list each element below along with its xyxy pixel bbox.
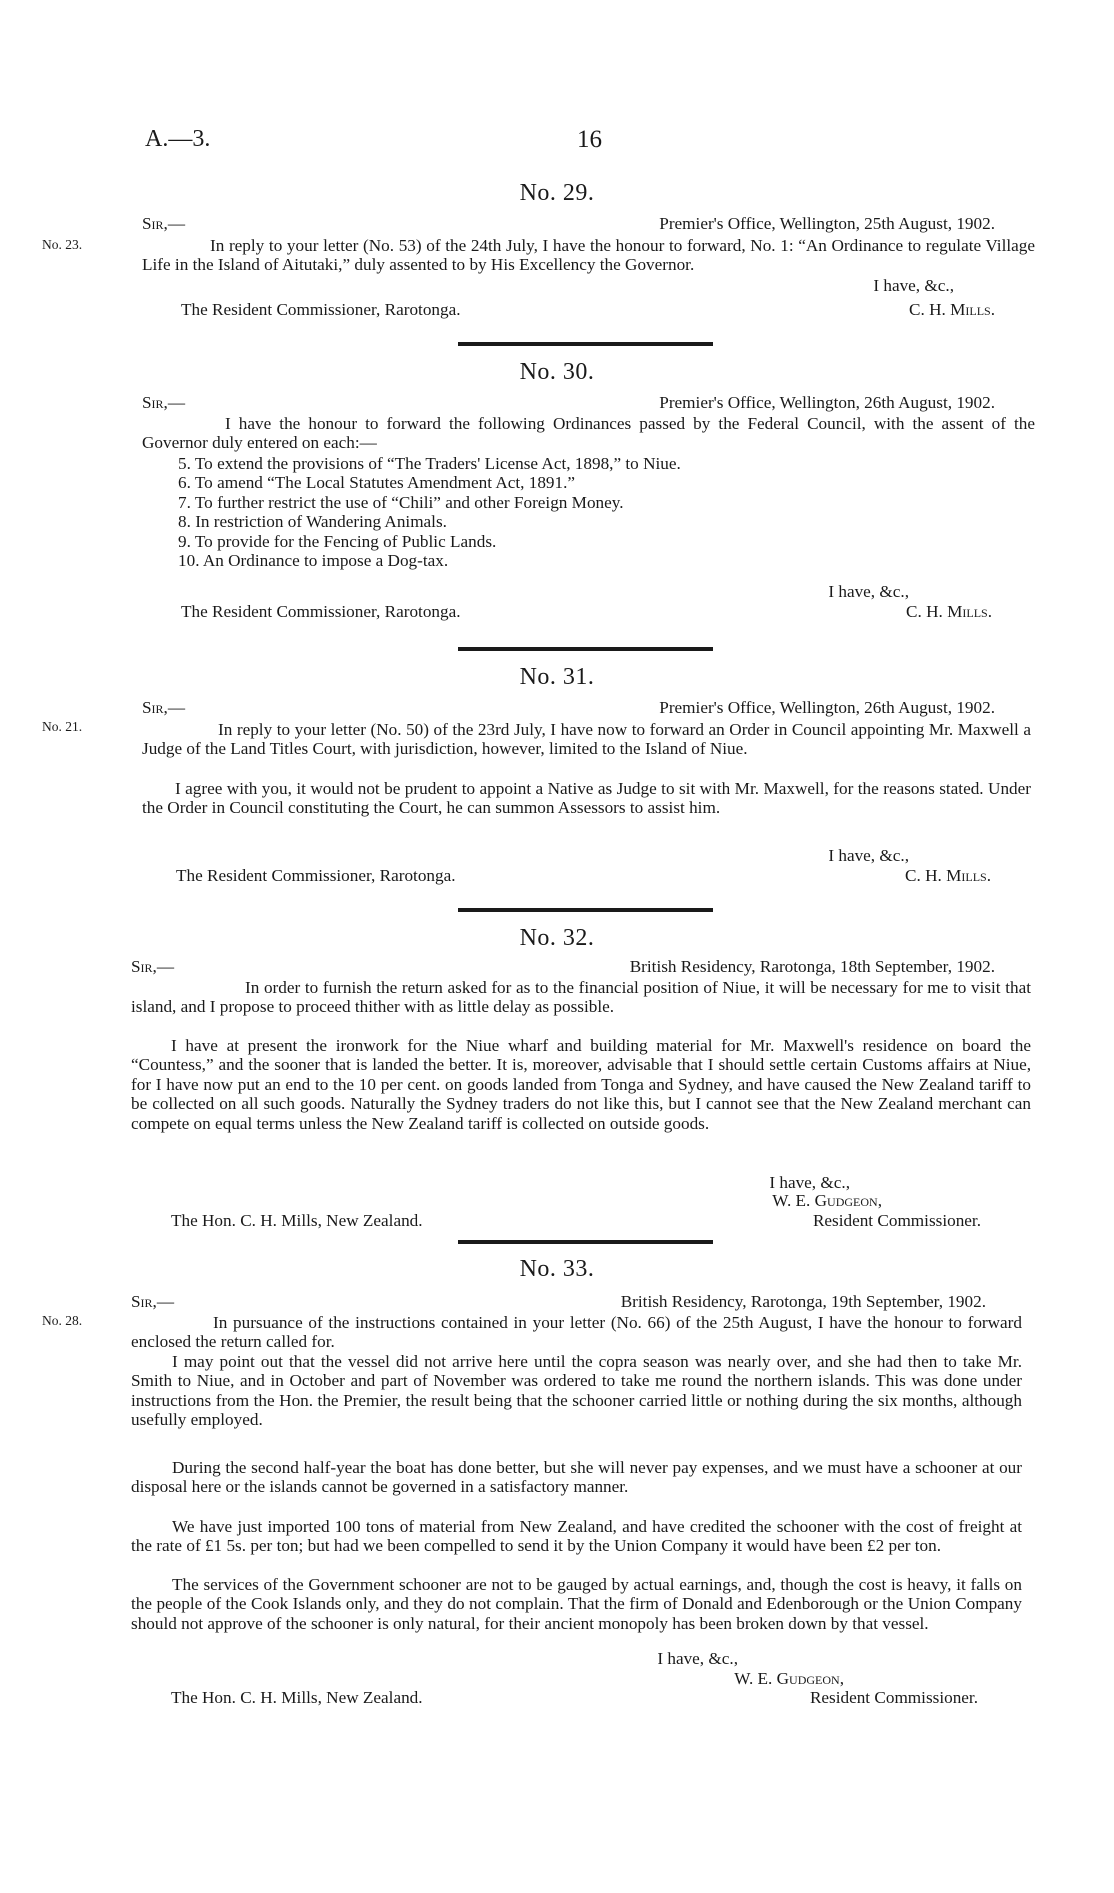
margin-reference: No. 28. — [42, 1313, 83, 1328]
salutation: Sir,— — [142, 214, 186, 233]
signature: C. H. Mills. — [909, 300, 995, 319]
letter-title: No. 32. — [519, 925, 595, 951]
dateline: British Residency, Rarotonga, 18th September, 1902. — [629, 957, 995, 976]
ordinance-list — [178, 454, 681, 570]
letter-title: No. 29. — [519, 180, 595, 206]
closing: I have, &c., — [657, 1649, 738, 1668]
addressee: The Resident Commissioner, Rarotonga. — [181, 300, 461, 319]
paragraph: We have just imported 100 tons of material from New Zealand, and have credited the schooner with the cost of freight at the rate of £1 5s. per ton; but had we been compelled to send it by the Union Company it would have been £2 per ton. — [131, 1517, 1022, 1556]
addressee: The Hon. C. H. Mills, New Zealand. — [171, 1211, 423, 1230]
salutation: Sir,— — [131, 1292, 175, 1311]
dateline: Premier's Office, Wellington, 26th August, 1902. — [659, 393, 995, 412]
list-item: 10. An Ordinance to impose a Dog-tax. — [178, 551, 449, 571]
closing: I have, &c., — [873, 276, 954, 295]
letter-title: No. 31. — [519, 664, 595, 690]
letter-title: No. 30. — [519, 359, 595, 385]
section-divider — [458, 908, 713, 912]
closing: I have, &c., — [769, 1173, 850, 1192]
signature: C. H. Mills. — [906, 602, 992, 621]
paragraph: I have the honour to forward the following Ordinances passed by the Federal Council, with the assent of the Governor duly entered on each:— — [142, 414, 1035, 453]
addressee: The Resident Commissioner, Rarotonga. — [181, 602, 461, 621]
signature-title: Resident Commissioner. — [812, 1211, 981, 1230]
section-divider — [458, 647, 713, 651]
paragraph: In reply to your letter (No. 53) of the 24th July, I have the honour to forward, No. 1: “An Ordinance to regulate Village Life in the Island of Aitutaki,” duly assented to by His Excellency the Governor. — [142, 236, 1035, 275]
paragraph: I may point out that the vessel did not arrive here until the copra season was nearly over, and she had then to take Mr. Smith to Niue, and in October and part of November was ordered to take me round the northern islands. This was done under instructions from the Hon. the Premier, the result being that the schooner carried little or nothing during the six months, although usefully employed. — [131, 1352, 1022, 1430]
margin-reference: No. 21. — [42, 719, 83, 734]
paragraph: I have at present the ironwork for the Niue wharf and building material for Mr. Maxwell's residence on board the “Countess,” and the sooner that is landed the better. It is, moreover, advisable that I should settle certain Customs affairs at Niue, for I have now put an end to the 10 per cent. on goods landed from Tonga and Sydney, and have caused the New Zealand tariff to be collected on all such goods. Naturally the Sydney traders do not like this, but I cannot see that the New Zealand merchant can compete on equal terms unless the New Zealand tariff is collected on outside goods. — [131, 1036, 1031, 1133]
list-item: 8. In restriction of Wandering Animals. — [178, 512, 447, 532]
list-item: 5. To extend the provisions of “The Traders' License Act, 1898,” to Niue. — [178, 454, 681, 473]
signature: W. E. Gudgeon, — [772, 1191, 882, 1210]
addressee: The Resident Commissioner, Rarotonga. — [176, 866, 456, 885]
paragraph: In order to furnish the return asked for as to the financial position of Niue, it will be necessary for me to visit that island, and I propose to proceed thither with as little delay as possible. — [131, 978, 1031, 1017]
list-item: 7. To further restrict the use of “Chili” and other Foreign Money. — [178, 492, 624, 512]
closing: I have, &c., — [828, 582, 909, 601]
salutation: Sir,— — [131, 957, 175, 976]
dateline: Premier's Office, Wellington, 25th August, 1902. — [659, 214, 995, 233]
document-code: A.—3. — [145, 126, 211, 152]
dateline: British Residency, Rarotonga, 19th September, 1902. — [620, 1292, 986, 1311]
paragraph: In pursuance of the instructions contained in your letter (No. 66) of the 25th August, I have the honour to forward enclosed the return called for. — [131, 1313, 1022, 1352]
paragraph: In reply to your letter (No. 50) of the 23rd July, I have now to forward an Order in Council appointing Mr. Maxwell a Judge of the Land Titles Court, with jurisdiction, however, limited to the Island of Niue. — [142, 720, 1031, 759]
letter-title: No. 33. — [519, 1256, 595, 1282]
paragraph: During the second half-year the boat has done better, but she will never pay expenses, and we must have a schooner at our disposal here or the islands cannot be governed in a satisfactory manner. — [131, 1458, 1022, 1497]
closing: I have, &c., — [828, 846, 909, 865]
salutation: Sir,— — [142, 698, 186, 717]
margin-reference: No. 23. — [42, 237, 83, 252]
addressee: The Hon. C. H. Mills, New Zealand. — [171, 1688, 423, 1707]
list-item: 9. To provide for the Fencing of Public Lands. — [178, 531, 497, 551]
signature-title: Resident Commissioner. — [809, 1688, 978, 1707]
paragraph: I agree with you, it would not be prudent to appoint a Native as Judge to sit with Mr. Maxwell, for the reasons stated. Under the Order in Council constituting the Court, he can summon Assessors to assist him. — [142, 779, 1031, 818]
list-item: 6. To amend “The Local Statutes Amendment Act, 1891.” — [178, 473, 576, 493]
section-divider — [458, 1240, 713, 1244]
signature: C. H. Mills. — [905, 866, 991, 885]
salutation: Sir,— — [142, 393, 186, 412]
page-number: 16 — [577, 126, 602, 153]
section-divider — [458, 342, 713, 346]
paragraph: The services of the Government schooner are not to be gauged by actual earnings, and, though the cost is heavy, it falls on the people of the Cook Islands only, and they do not complain. That the firm of Donald and Edenborough or the Union Company should not approve of the schooner is only natural, for their ancient monopoly has been broken down by that vessel. — [131, 1575, 1022, 1633]
dateline: Premier's Office, Wellington, 26th August, 1902. — [659, 698, 995, 717]
signature: W. E. Gudgeon, — [734, 1669, 844, 1688]
